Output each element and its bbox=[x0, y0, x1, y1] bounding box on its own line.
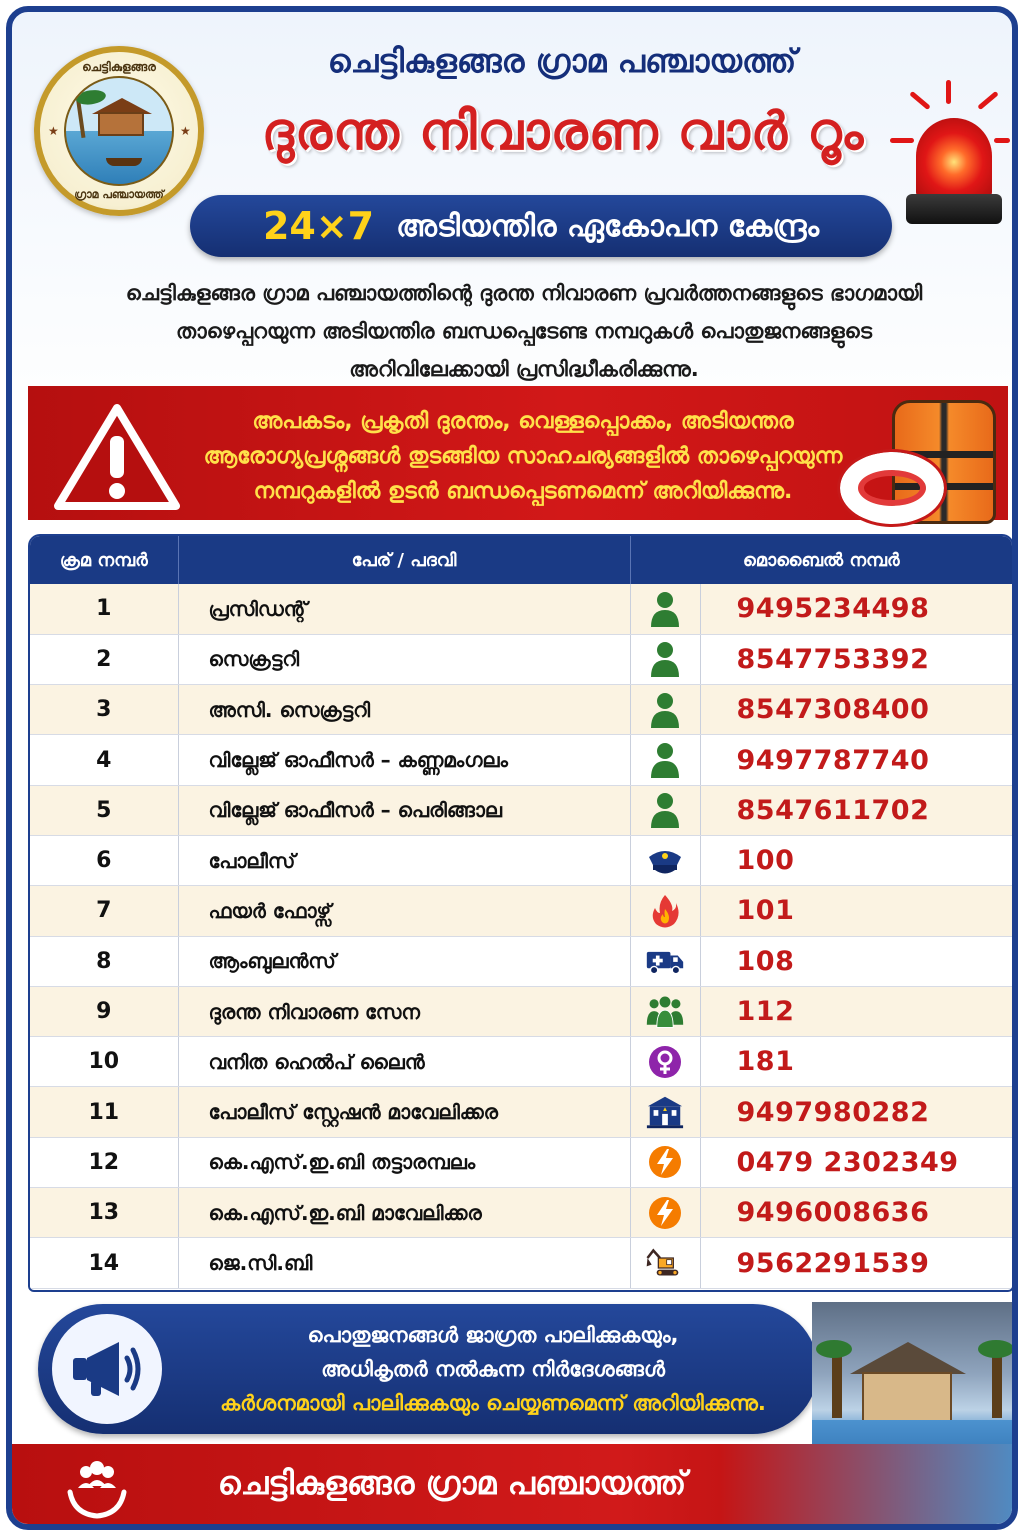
team-icon bbox=[645, 992, 685, 1032]
row-phone-number[interactable]: 100 bbox=[700, 835, 1012, 885]
row-phone-number[interactable]: 9495234498 bbox=[700, 584, 1012, 634]
fire-icon bbox=[645, 891, 685, 931]
intro-line: താഴെപ്പറയുന്ന അടിയന്തിര ബന്ധപ്പെടേണ്ട നമ്പറുകൾ പൊതുജനങ്ങളുടെ bbox=[175, 319, 873, 343]
police-station-icon bbox=[645, 1092, 685, 1132]
lightning-icon bbox=[645, 1142, 685, 1182]
lifebuoy-icon bbox=[840, 452, 944, 524]
table-row bbox=[30, 685, 1012, 735]
row-name: കെ.എസ്.ഇ.ബി മാവേലിക്കര bbox=[178, 1188, 630, 1238]
row-phone-number[interactable]: 101 bbox=[700, 886, 1012, 936]
row-icon-cell bbox=[630, 584, 700, 634]
row-phone-number[interactable]: 112 bbox=[700, 986, 1012, 1036]
footer-bar bbox=[12, 1444, 1018, 1530]
notice-line-highlight: കർശനമായി പാലിക്കുകയും ചെയ്യണമെന്ന് അറിയിക്കുന്നു. bbox=[220, 1391, 766, 1415]
table-row bbox=[30, 1137, 1012, 1187]
alert-text bbox=[178, 404, 868, 509]
female-icon bbox=[645, 1042, 685, 1082]
panchayat-name: ചെട്ടികുളങ്ങര ഗ്രാമ പഞ്ചായത്ത് bbox=[327, 42, 797, 80]
table-row bbox=[30, 886, 1012, 936]
row-phone-number[interactable]: 9497787740 bbox=[700, 735, 1012, 785]
table-row bbox=[30, 1037, 1012, 1087]
row-icon-cell bbox=[630, 1188, 700, 1238]
row-phone-number[interactable]: 9497980282 bbox=[700, 1087, 1012, 1137]
row-serial-number: 6 bbox=[30, 835, 178, 885]
person-icon bbox=[645, 740, 685, 780]
person-icon bbox=[645, 690, 685, 730]
row-serial-number: 9 bbox=[30, 986, 178, 1036]
megaphone-icon bbox=[52, 1314, 162, 1424]
community-care-icon bbox=[66, 1458, 128, 1520]
table-row bbox=[30, 1087, 1012, 1137]
row-name: ജെ.സി.ബി bbox=[178, 1238, 630, 1288]
row-name: കെ.എസ്.ഇ.ബി തട്ടാരമ്പലം bbox=[178, 1137, 630, 1187]
row-name: വില്ലേജ് ഓഫീസർ – കണ്ണമംഗലം bbox=[178, 735, 630, 785]
lightning-icon bbox=[645, 1193, 685, 1233]
notice-line: പൊതുജനങ്ങൾ ജാഗ്രത പാലിക്കുകയും, bbox=[307, 1323, 679, 1347]
alert-line: നമ്പറുകളിൽ ഉടൻ ബന്ധപ്പെടണമെന്ന് അറിയിക്കുന്നു. bbox=[253, 479, 793, 504]
row-name: അസി. സെക്രട്ടറി bbox=[178, 685, 630, 735]
row-serial-number: 2 bbox=[30, 634, 178, 684]
table-row bbox=[30, 1188, 1012, 1238]
footer-text: ചെട്ടികുളങ്ങര ഗ്രാമ പഞ്ചായത്ത് bbox=[217, 1464, 687, 1502]
table-row bbox=[30, 1238, 1012, 1288]
person-icon bbox=[645, 790, 685, 830]
row-icon-cell bbox=[630, 634, 700, 684]
row-phone-number[interactable]: 108 bbox=[700, 936, 1012, 986]
column-header-mobile: മൊബൈൽ നമ്പർ bbox=[742, 549, 900, 571]
table-header-row bbox=[30, 536, 1012, 584]
row-icon-cell bbox=[630, 835, 700, 885]
row-icon-cell bbox=[630, 1037, 700, 1087]
table-row bbox=[30, 634, 1012, 684]
person-icon bbox=[645, 589, 685, 629]
row-phone-number[interactable]: 8547308400 bbox=[700, 685, 1012, 735]
column-header-name: പേര് / പദവി bbox=[178, 536, 630, 584]
table-row bbox=[30, 986, 1012, 1036]
logo-text-bottom: ഗ്രാമ പഞ്ചായത്ത് bbox=[74, 188, 164, 201]
row-phone-number[interactable]: 0479 2302349 bbox=[700, 1137, 1012, 1187]
excavator-icon bbox=[645, 1243, 685, 1283]
row-icon-cell bbox=[630, 685, 700, 735]
row-phone-number[interactable]: 9496008636 bbox=[700, 1188, 1012, 1238]
row-icon-cell bbox=[630, 1238, 700, 1288]
row-icon-cell bbox=[630, 735, 700, 785]
alert-line: അപകടം, പ്രകൃതി ദുരന്തം, വെള്ളപ്പൊക്കം, അടിയന്തര bbox=[252, 409, 794, 434]
coordination-badge bbox=[190, 195, 892, 257]
warning-icon bbox=[52, 402, 182, 512]
row-name: ഫയർ ഫോഴ്സ് bbox=[178, 886, 630, 936]
row-name: വില്ലേജ് ഓഫീസർ – പെരിങ്ങാല bbox=[178, 785, 630, 835]
logo-text-top: ചെട്ടികുളങ്ങര bbox=[82, 60, 156, 74]
panchayat-logo bbox=[34, 46, 204, 216]
row-phone-number[interactable]: 181 bbox=[700, 1037, 1012, 1087]
row-serial-number: 14 bbox=[30, 1238, 178, 1288]
notice-line: അധികൃതർ നൽകുന്ന നിർദേശങ്ങൾ bbox=[321, 1357, 665, 1381]
badge-text: അടിയന്തിര ഏകോപന കേന്ദ്രം bbox=[396, 208, 820, 244]
row-serial-number: 8 bbox=[30, 936, 178, 986]
row-name: ദുരന്ത നിവാരണ സേന bbox=[178, 986, 630, 1036]
row-serial-number: 10 bbox=[30, 1037, 178, 1087]
ambulance-icon bbox=[645, 941, 685, 981]
row-serial-number: 5 bbox=[30, 785, 178, 835]
contacts-table bbox=[28, 534, 1014, 1292]
row-name: സെക്രട്ടറി bbox=[178, 634, 630, 684]
police-cap-icon bbox=[645, 841, 685, 881]
table-row bbox=[30, 835, 1012, 885]
intro-line: ചെട്ടികുളങ്ങര ഗ്രാമ പഞ്ചായത്തിന്റെ ദുരന്ത നിവാരണ പ്രവർത്തനങ്ങളുടെ ഭാഗമായി bbox=[125, 281, 923, 305]
row-phone-number[interactable]: 8547753392 bbox=[700, 634, 1012, 684]
siren-icon bbox=[902, 76, 1012, 236]
alert-line: ആരോഗ്യപ്രശ്നങ്ങൾ തുടങ്ങിയ സാഹചര്യങ്ങളിൽ താഴെപ്പറയുന്ന bbox=[203, 444, 843, 469]
public-notice bbox=[38, 1304, 818, 1434]
row-phone-number[interactable]: 9562291539 bbox=[700, 1238, 1012, 1288]
column-header-sl: ക്രമ നമ്പർ bbox=[30, 536, 178, 584]
row-icon-cell bbox=[630, 886, 700, 936]
row-serial-number: 11 bbox=[30, 1087, 178, 1137]
row-serial-number: 12 bbox=[30, 1137, 178, 1187]
notice-text bbox=[178, 1318, 808, 1420]
intro-paragraph bbox=[52, 274, 996, 388]
row-name: വനിത ഹെൽപ് ലൈൻ bbox=[178, 1037, 630, 1087]
row-phone-number[interactable]: 8547611702 bbox=[700, 785, 1012, 835]
star-icon: ★ bbox=[180, 124, 191, 138]
row-serial-number: 4 bbox=[30, 735, 178, 785]
row-icon-cell bbox=[630, 936, 700, 986]
logo-emblem bbox=[64, 76, 174, 186]
table-row bbox=[30, 735, 1012, 785]
row-name: പോലീസ് സ്റ്റേഷൻ മാവേലിക്കര bbox=[178, 1087, 630, 1137]
row-icon-cell bbox=[630, 986, 700, 1036]
row-name: പോലീസ് bbox=[178, 835, 630, 885]
table-row bbox=[30, 936, 1012, 986]
row-icon-cell bbox=[630, 1137, 700, 1187]
row-icon-cell bbox=[630, 1087, 700, 1137]
person-icon bbox=[645, 639, 685, 679]
page-title: ദുരന്ത നിവാരണ വാർ റൂം bbox=[261, 102, 865, 162]
table-row bbox=[30, 785, 1012, 835]
row-serial-number: 3 bbox=[30, 685, 178, 735]
row-name: ആംബുലൻസ് bbox=[178, 936, 630, 986]
row-serial-number: 7 bbox=[30, 886, 178, 936]
poster bbox=[6, 6, 1018, 1530]
row-name: പ്രസിഡന്റ് bbox=[178, 584, 630, 634]
row-serial-number: 13 bbox=[30, 1188, 178, 1238]
row-icon-cell bbox=[630, 785, 700, 835]
intro-line: അറിവിലേക്കായി പ്രസിദ്ധീകരിക്കുന്നു. bbox=[349, 357, 699, 381]
badge-24x7: 24×7 bbox=[262, 204, 375, 248]
star-icon: ★ bbox=[48, 124, 59, 138]
row-serial-number: 1 bbox=[30, 584, 178, 634]
table-row bbox=[30, 584, 1012, 634]
